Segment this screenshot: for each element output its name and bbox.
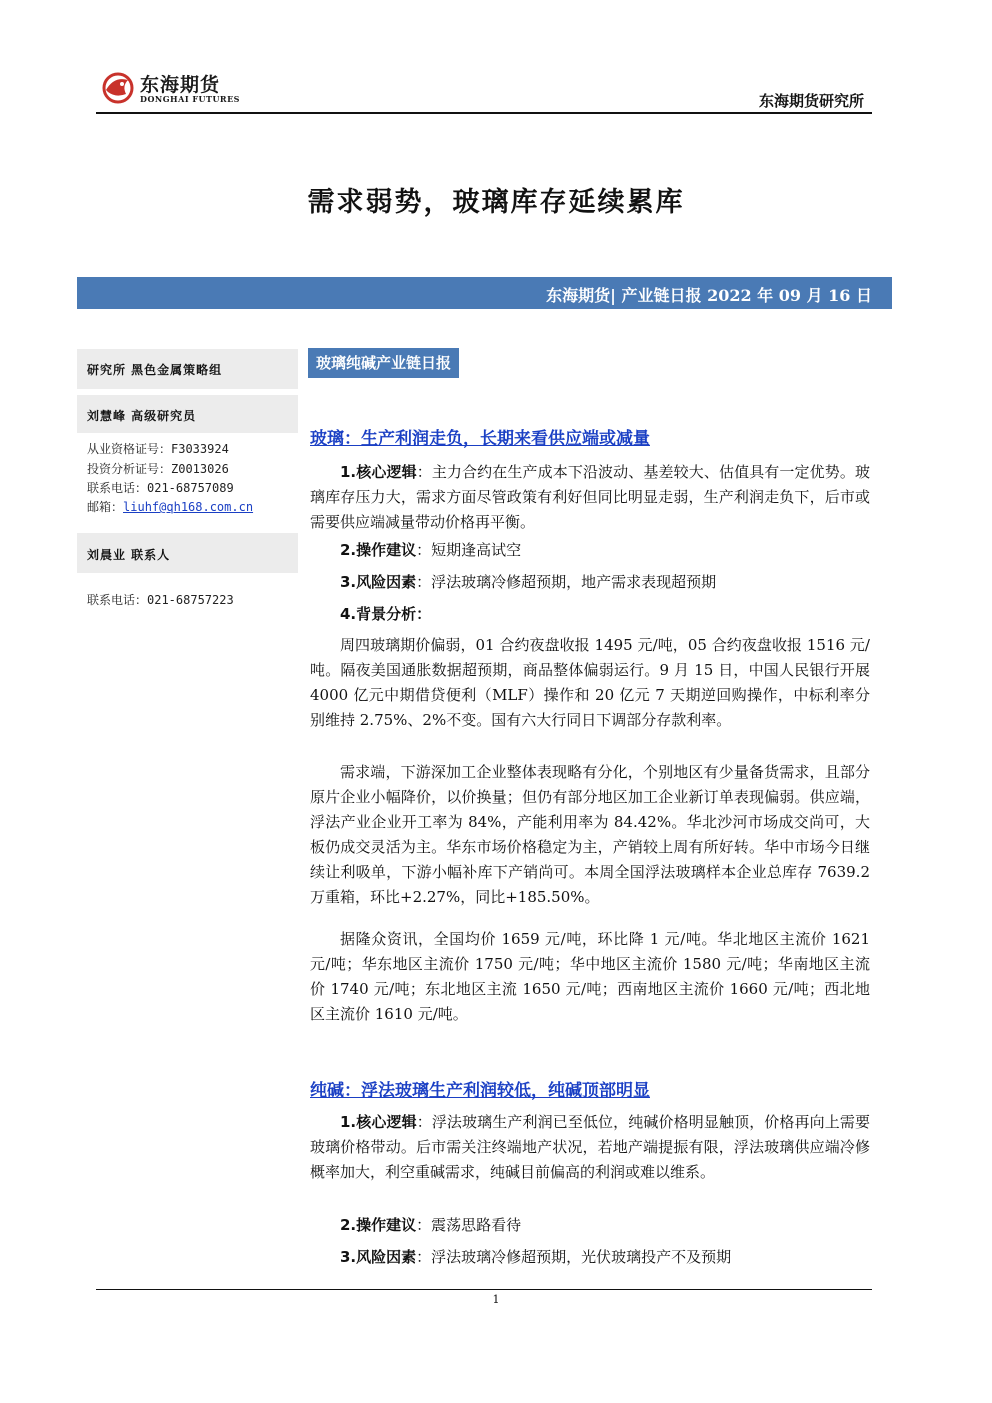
footer-divider — [96, 1289, 872, 1290]
glass-bg-label: 4.背景分析： — [340, 605, 432, 623]
soda-logic-text: ：浮法玻璃生产利润已至低位，纯碱价格明显触顶，价格再向上需要玻璃价格带动。后市需关注终端地产状况，若地产端提振有限，浮法玻璃供应端冷修概率加大，利空重碱需求，纯碱目前偏高的利润或难以维系。 — [310, 1113, 870, 1181]
soda-risk-label: 3.风险因素 — [340, 1248, 417, 1266]
analyst1-email-row — [87, 498, 253, 515]
logo-text-en: DONGHAI FUTURES — [140, 94, 240, 104]
report-tag: 玻璃纯碱产业链日报 — [308, 348, 459, 378]
donghai-logo-icon — [98, 68, 138, 108]
analyst1-email-link[interactable]: liuhf@qh168.com.cn — [123, 500, 254, 514]
glass-advice — [310, 538, 870, 563]
soda-section-title[interactable]: 纯碱：浮法玻璃生产利润较低，纯碱顶部明显 — [310, 1081, 650, 1101]
sidebar-group-box — [77, 349, 298, 389]
glass-advice-text: ：短期逢高试空 — [416, 541, 522, 559]
analyst1-investment-id: 投资分析证号：Z0013026 — [87, 462, 229, 476]
analyst2-phone: 联系电话：021-68757223 — [87, 593, 234, 607]
soda-risk — [310, 1245, 870, 1270]
glass-risk-label: 3.风险因素 — [340, 573, 417, 591]
document-title: 需求弱势，玻璃库存延续累库 — [307, 187, 685, 218]
institute-name: 东海期货研究所 — [758, 92, 864, 110]
logo-text-cn: 东海期货 — [140, 74, 221, 96]
sidebar-group-label: 研究所 黑色金属策略组 — [87, 363, 223, 377]
glass-background-heading — [310, 602, 870, 627]
glass-logic-text: ：主力合约在生产成本下沿波动、基差较大、估值具有一定优势。玻璃库存压力大，需求方面尽管政策有利好但同比明显走弱，生产利润走负下，后市或需要供应端减量带动价格再平衡。 — [310, 463, 870, 531]
glass-bg-paragraph-1: 周四玻璃期价偏弱，01 合约夜盘收报 1495 元/吨，05 合约夜盘收报 1516 元/吨。隔夜美国通胀数据超预期，商品整体偏弱运行。9 月 15 日，中国人民银行开展 4000 亿元中期借贷便利（MLF）操作和 20 亿元 7 天期逆回购操作，中标利率分别维持 2.75%、2%不变。国有六大行同日下调部分存款利率。 — [310, 636, 870, 729]
email-label: 邮箱： — [87, 500, 124, 514]
soda-advice-text: ：震荡思路看待 — [416, 1216, 522, 1234]
glass-bg-paragraph-2: 需求端，下游深加工企业整体表现略有分化，个别地区有少量备货需求，且部分原片企业小幅降价，以价换量；但仍有部分地区加工企业新订单表现偏弱。供应端，浮法产业企业开工率为 84%，产能利用率为 84.42%。华北沙河市场成交尚可，大板仍成交灵活为主。华东市场价格稳定为主，产销较上周有所好转。华中市场今日继续让利吸单，下游小幅补库下产销尚可。本周全国浮法玻璃样本企业总库存 7639.2 万重箱，环比+2.27%，同比+185.50%。 — [310, 763, 870, 906]
glass-advice-label: 2.操作建议 — [340, 541, 417, 559]
analyst1-box — [77, 395, 298, 433]
glass-section-title[interactable]: 玻璃：生产利润走负，长期来看供应端或减量 — [310, 429, 650, 449]
soda-advice-label: 2.操作建议 — [340, 1216, 417, 1234]
header-divider — [96, 112, 872, 114]
glass-core-logic — [310, 460, 870, 535]
glass-bg-paragraph-3: 据隆众资讯，全国均价 1659 元/吨，环比降 1 元/吨。华北地区主流价 1621 元/吨；华东地区主流价 1750 元/吨；华中地区主流价 1580 元/吨；华南地区主流价 1740 元/吨；东北地区主流 1650 元/吨；西南地区主流价 1660 元/吨；西北地区主流价 1610 元/吨。 — [310, 930, 870, 1023]
glass-risk-text: ：浮法玻璃冷修超预期，地产需求表现超预期 — [416, 573, 717, 591]
analyst2-box — [77, 533, 298, 573]
analyst1-phone: 联系电话：021-68757089 — [87, 481, 234, 495]
soda-logic-label: 1.核心逻辑 — [340, 1113, 417, 1131]
page-number: 1 — [492, 1293, 500, 1306]
analyst2-title: 刘晨业 联系人 — [87, 548, 171, 562]
report-banner — [77, 277, 892, 309]
soda-risk-text: ：浮法玻璃冷修超预期，光伏玻璃投产不及预期 — [416, 1248, 732, 1266]
glass-risk — [310, 570, 870, 595]
soda-advice — [310, 1213, 870, 1238]
banner-text: 东海期货| 产业链日报 2022 年 09 月 16 日 — [546, 286, 872, 305]
glass-logic-label: 1.核心逻辑 — [340, 463, 417, 481]
soda-core-logic — [310, 1110, 870, 1185]
analyst1-title: 刘慧峰 高级研究员 — [87, 409, 197, 423]
analyst1-qualification: 从业资格证号：F3033924 — [87, 442, 229, 456]
